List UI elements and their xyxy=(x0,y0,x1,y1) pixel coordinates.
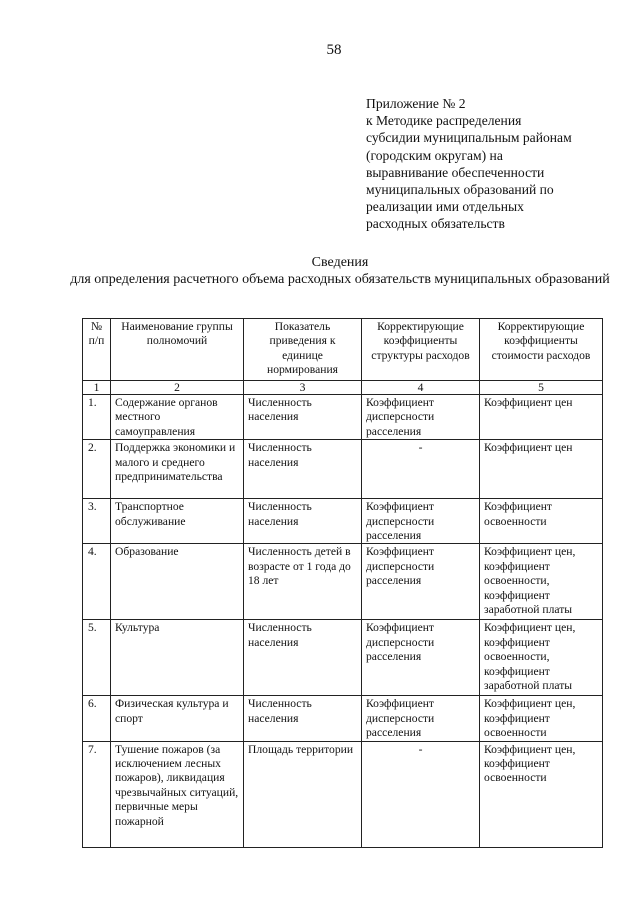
appendix-block xyxy=(366,95,616,233)
appendix-line: (городским округам) на xyxy=(366,147,503,163)
row-structure: Коэффициент дисперсности расселения xyxy=(362,499,480,544)
title-heading: Сведения xyxy=(311,255,369,270)
column-number: 1 xyxy=(83,381,111,395)
row-group-name: Образование xyxy=(111,544,244,620)
title-subheading: для определения расчетного объема расходных обязательств муниципальных образований xyxy=(70,272,610,287)
appendix-line: выравнивание обеспеченности xyxy=(366,164,545,180)
row-number: 1. xyxy=(83,395,111,440)
document-title xyxy=(60,254,620,288)
row-indicator: Численность населения xyxy=(244,696,362,741)
row-structure: Коэффициент дисперсности расселения xyxy=(362,544,480,620)
table-header-row xyxy=(83,319,603,381)
row-structure: Коэффициент дисперсности расселения xyxy=(362,696,480,741)
row-cost: Коэффициент цен xyxy=(480,440,603,499)
column-number: 3 xyxy=(244,381,362,395)
header-group-name: Наименование группы полномочий xyxy=(111,319,244,381)
table-row xyxy=(83,499,603,544)
header-indicator: Показатель приведения к единице нормирования xyxy=(244,319,362,381)
appendix-line: расходных обязательств xyxy=(366,216,505,232)
row-number: 6. xyxy=(83,696,111,741)
row-group-name: Культура xyxy=(111,620,244,696)
row-group-name: Транспортное обслуживание xyxy=(111,499,244,544)
appendix-line: к Методике распределения xyxy=(366,113,522,129)
table-row xyxy=(83,620,603,696)
row-number: 3. xyxy=(83,499,111,544)
row-number: 5. xyxy=(83,620,111,696)
table-row xyxy=(83,696,603,741)
row-indicator: Численность населения xyxy=(244,499,362,544)
column-number: 4 xyxy=(362,381,480,395)
page-number: 58 xyxy=(326,42,342,58)
table-row xyxy=(83,440,603,499)
row-number: 7. xyxy=(83,741,111,847)
appendix-line: реализации ими отдельных xyxy=(366,199,524,215)
row-cost: Коэффициент цен xyxy=(480,395,603,440)
appendix-line: Приложение № 2 xyxy=(366,96,466,111)
row-cost: Коэффициент цен, коэффициент освоенности xyxy=(480,696,603,741)
column-number: 5 xyxy=(480,381,603,395)
table-row xyxy=(83,741,603,847)
table-row xyxy=(83,544,603,620)
header-number: № п/п xyxy=(83,319,111,381)
row-indicator: Численность детей в возрасте от 1 года до 18 лет xyxy=(244,544,362,620)
row-structure: Коэффициент дисперсности расселения xyxy=(362,395,480,440)
row-cost: Коэффициент цен, коэффициент освоенности, коэффициент заработной платы xyxy=(480,544,603,620)
norms-table xyxy=(82,318,603,848)
row-group-name: Поддержка экономики и малого и среднего предпринимательства xyxy=(111,440,244,499)
row-structure: - xyxy=(362,440,480,499)
row-number: 4. xyxy=(83,544,111,620)
column-numbers-row xyxy=(83,381,603,395)
header-cost-coefficients: Корректирующие коэффициенты стоимости расходов xyxy=(480,319,603,381)
row-indicator: Площадь территории xyxy=(244,741,362,847)
appendix-line: субсидии муниципальным районам xyxy=(366,130,572,146)
row-cost: Коэффициент освоенности xyxy=(480,499,603,544)
appendix-line: муниципальных образований по xyxy=(366,182,554,198)
row-number: 2. xyxy=(83,440,111,499)
row-group-name: Тушение пожаров (за исключением лесных пожаров), ликвидация чрезвычайных ситуаций, первичные меры пожарной xyxy=(111,741,244,847)
table-row xyxy=(83,395,603,440)
column-number: 2 xyxy=(111,381,244,395)
header-structure-coefficients: Корректирующие коэффициенты структуры расходов xyxy=(362,319,480,381)
row-group-name: Содержание органов местного самоуправления xyxy=(111,395,244,440)
row-structure: Коэффициент дисперсности расселения xyxy=(362,620,480,696)
row-indicator: Численность населения xyxy=(244,395,362,440)
row-indicator: Численность населения xyxy=(244,440,362,499)
row-indicator: Численность населения xyxy=(244,620,362,696)
row-cost: Коэффициент цен, коэффициент освоенности, коэффициент заработной платы xyxy=(480,620,603,696)
row-cost: Коэффициент цен, коэффициент освоенности xyxy=(480,741,603,847)
row-structure: - xyxy=(362,741,480,847)
row-group-name: Физическая культура и спорт xyxy=(111,696,244,741)
